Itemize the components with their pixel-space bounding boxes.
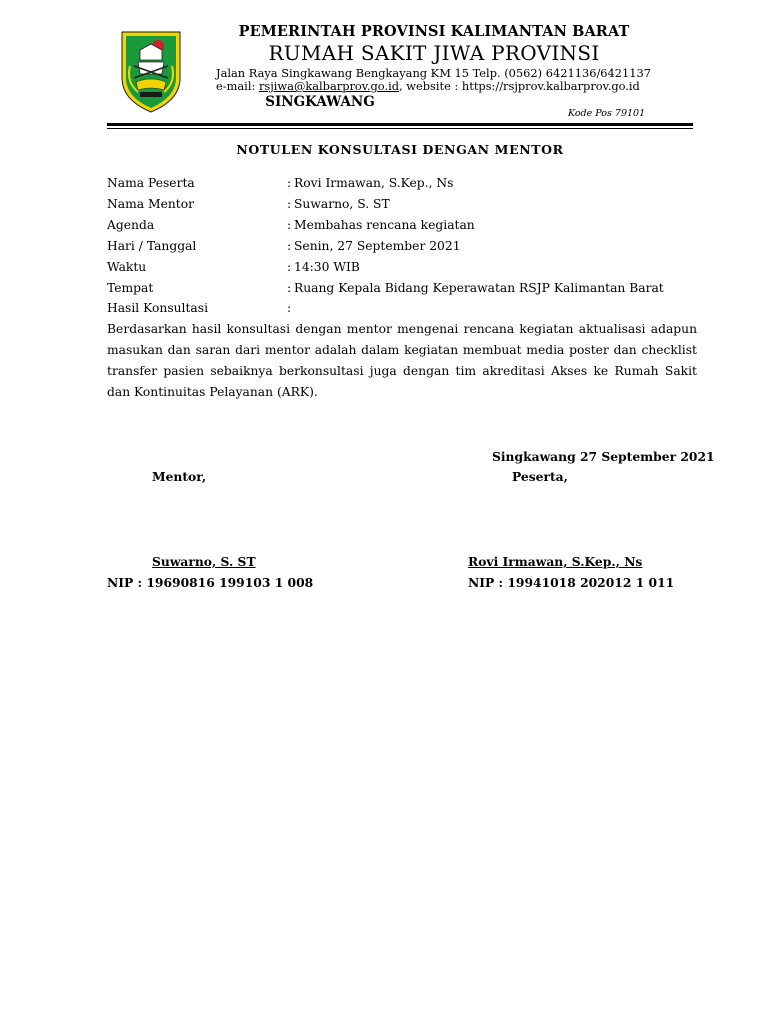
field-label: Hasil Konsultasi <box>107 301 208 315</box>
participant-role: Peserta, <box>512 469 568 484</box>
field-colon: : <box>287 197 292 211</box>
postal-code: Kode Pos 79101 <box>568 108 646 119</box>
field-value: 14:30 WIB <box>294 260 360 274</box>
field-row <box>107 281 697 301</box>
field-value: Rovi Irmawan, S.Kep., Ns <box>294 176 454 190</box>
letterhead-divider-thin <box>107 128 693 129</box>
field-value: Ruang Kepala Bidang Keperawatan RSJP Kalimantan Barat <box>294 281 664 295</box>
participant-nip: NIP : 19941018 202012 1 011 <box>468 575 675 590</box>
field-label: Waktu <box>107 260 147 274</box>
letterhead-divider-thick <box>107 123 693 126</box>
field-row <box>107 218 697 238</box>
participant-name: Rovi Irmawan, S.Kep., Ns <box>468 554 643 569</box>
contact-line <box>216 79 640 93</box>
place-date: Singkawang 27 September 2021 <box>492 449 715 464</box>
field-label: Nama Mentor <box>107 197 195 211</box>
field-label: Hari / Tanggal <box>107 239 197 253</box>
field-colon: : <box>287 260 292 274</box>
mentor-nip: NIP : 19690816 199103 1 008 <box>107 575 314 590</box>
field-label: Tempat <box>107 281 154 295</box>
mentor-role: Mentor, <box>152 469 207 484</box>
email-prefix: e-mail: <box>216 79 259 93</box>
website-text: , website : https://rsjprov.kalbarprov.go.id <box>399 79 640 93</box>
field-value: Membahas rencana kegiatan <box>294 218 475 232</box>
field-colon: : <box>287 218 292 232</box>
kalimantan-barat-shield-icon <box>118 26 184 114</box>
field-colon: : <box>287 281 292 295</box>
city-name: SINGKAWANG <box>265 94 375 110</box>
field-colon: : <box>287 301 292 315</box>
field-label: Agenda <box>107 218 155 232</box>
field-row <box>107 239 697 259</box>
hospital-name: RUMAH SAKIT JIWA PROVINSI <box>268 41 600 65</box>
field-colon: : <box>287 239 292 253</box>
mentor-name: Suwarno, S. ST <box>152 554 256 569</box>
email-link[interactable]: rsjiwa@kalbarprov.go.id <box>258 79 399 93</box>
field-row <box>107 176 697 196</box>
field-row <box>107 197 697 217</box>
field-value: Suwarno, S. ST <box>294 197 390 211</box>
field-colon: : <box>287 176 292 190</box>
field-label: Nama Peserta <box>107 176 195 190</box>
document-title: NOTULEN KONSULTASI DENGAN MENTOR <box>236 142 564 157</box>
field-value: Senin, 27 September 2021 <box>294 239 461 253</box>
field-row <box>107 301 697 321</box>
hospital-address: Jalan Raya Singkawang Bengkayang KM 15 Telp. (0562) 6421136/6421137 <box>216 66 652 80</box>
government-name: PEMERINTAH PROVINSI KALIMANTAN BARAT <box>238 23 630 40</box>
field-row <box>107 260 697 280</box>
consultation-result-paragraph: Berdasarkan hasil konsultasi dengan mentor mengenai rencana kegiatan aktualisasi adapun masukan dan saran dari mentor adalah dalam kegiatan membuat media poster dan checklist transfer pasien sebaiknya berkonsultasi juga dengan tim akreditasi Akses ke Rumah Sakit dan Kontinuitas Pelayanan (ARK). <box>107 322 697 399</box>
